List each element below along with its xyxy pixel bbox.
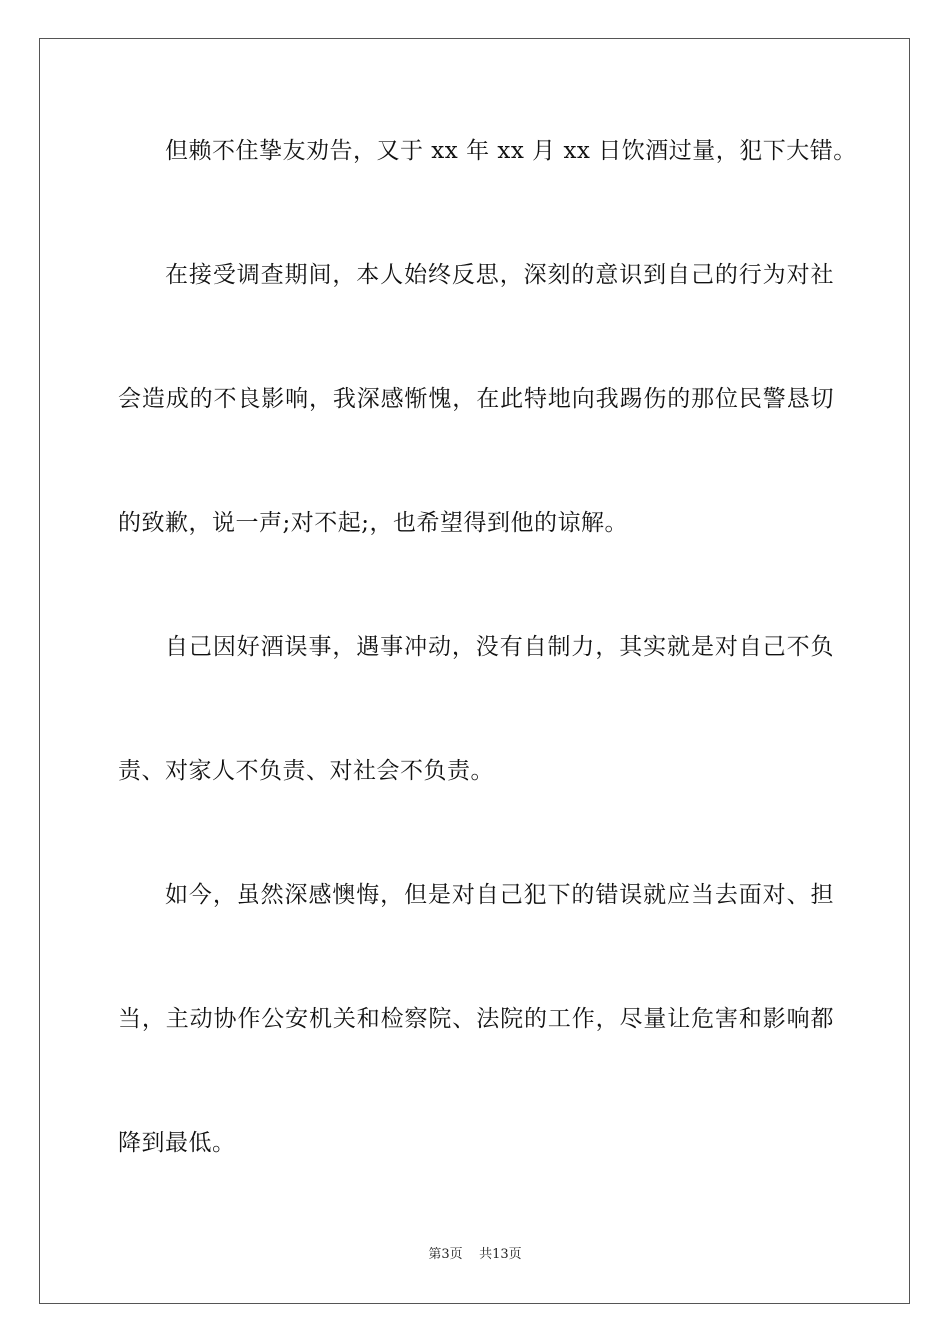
- paragraph-3-line-1: 自己因好酒误事，遇事冲动，没有自制力，其实就是对自己不负: [165, 634, 834, 660]
- paragraph-4-line-3: 降到最低。: [118, 1130, 236, 1156]
- paragraph-1-line-1: 但赖不住挚友劝告，又于 xx 年 xx 月 xx 日饮酒过量，犯下大错。: [165, 138, 857, 164]
- paragraph-4-line-2: 当，主动协作公安机关和检察院、法院的工作，尽量让危害和影响都: [118, 1006, 834, 1032]
- paragraph-3-line-2: 责、对家人不负责、对社会不负责。: [118, 758, 494, 784]
- page-total: 共13页: [479, 1247, 522, 1262]
- paragraph-2-line-2: 会造成的不良影响，我深感惭愧，在此特地向我踢伤的那位民警恳切: [118, 386, 834, 412]
- page-frame: [39, 38, 910, 1304]
- paragraph-2-line-1: 在接受调查期间，本人始终反思，深刻的意识到自己的行为对社: [165, 262, 834, 288]
- paragraph-2-line-3: 的致歉，说一声;对不起;，也希望得到他的谅解。: [118, 510, 628, 536]
- paragraph-4-line-1: 如今，虽然深感懊悔，但是对自己犯下的错误就应当去面对、担: [165, 882, 834, 908]
- page-footer: [0, 1246, 950, 1264]
- page-number: 第3页: [428, 1247, 463, 1262]
